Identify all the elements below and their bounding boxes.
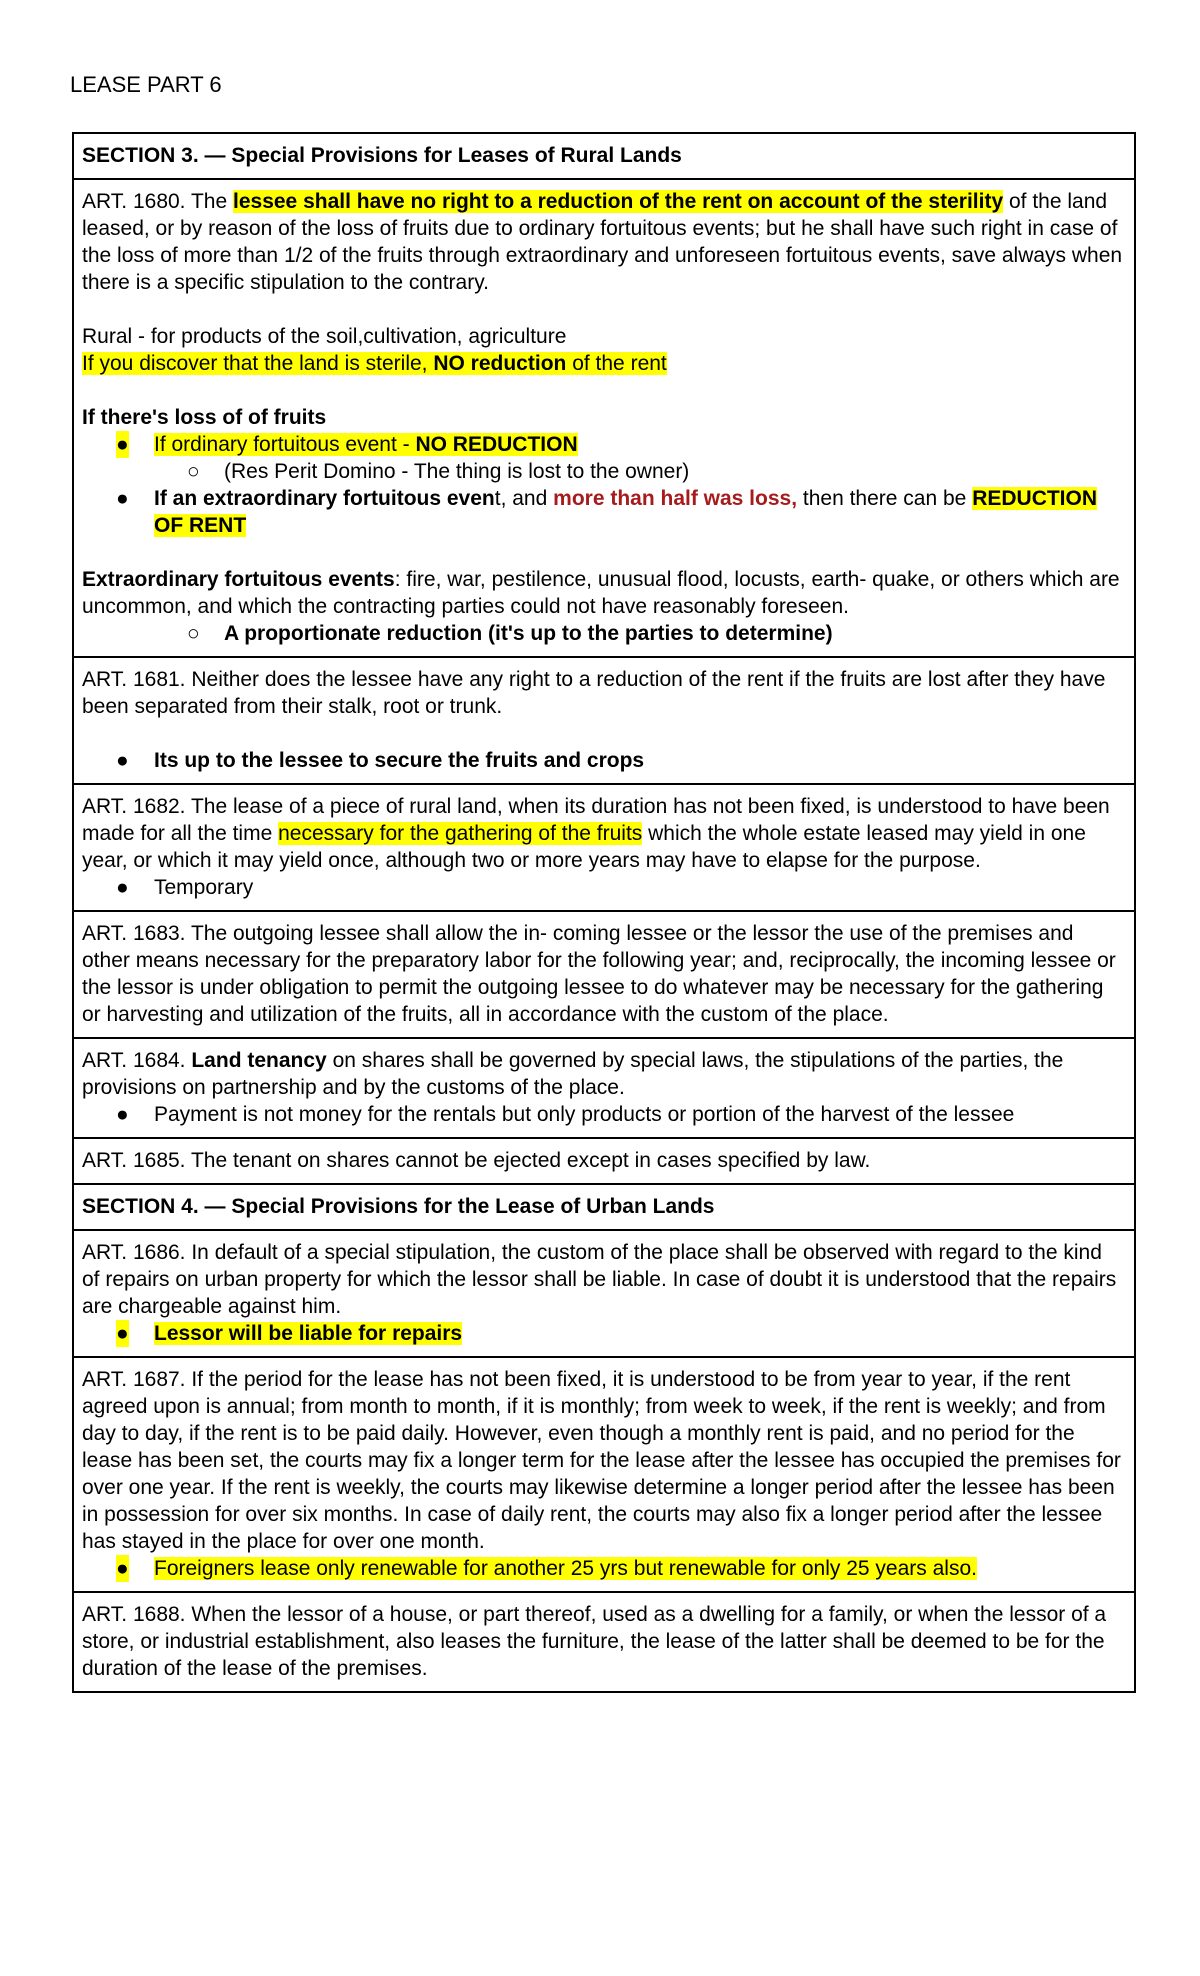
rural-note: Rural - for products of the soil,cultivation, agriculture [82,325,567,348]
table-row-art-1682 [73,784,1135,911]
art-1684-text [82,1047,1124,1101]
art-1685-text: ART. 1685. The tenant on shares cannot be ejected except in cases specified by law. [82,1149,871,1172]
art-1680-highlight: lessee shall have no right to a reduction of the rent on account of the sterility [233,190,1004,213]
art-1688-cell [73,1592,1135,1692]
art-1682-part-3: which the whole estate leased may yield in one year, or which it may yield once, although two or more years may have to elapse for the purpose. [82,822,1086,872]
loss-heading: If there's loss of of fruits [82,406,327,429]
art-1684-part-3: on shares shall be governed by special laws, the stipulations of the parties, the provisions on partnership and by the customs of the place. [82,1049,1064,1099]
list-item [82,1320,1124,1347]
art-1687-note: Foreigners lease only renewable for another 25 yrs but renewable for only 25 years also. [154,1557,977,1580]
table-row-art-1688 [73,1592,1135,1692]
art-1681-list [82,747,1124,774]
art-1684-list [82,1101,1124,1128]
art-1682-list [82,874,1124,901]
loss-list-2 [82,485,1124,539]
extraordinary-d: then there can be [797,487,973,510]
bullet-icon: ● [116,487,129,510]
extraordinary-red: more than half was loss, [553,487,798,510]
table-row-section-4 [73,1184,1135,1230]
extraordinary-events [82,566,1124,620]
loss-list [82,431,1124,458]
table-row-art-1681 [73,657,1135,784]
art-1680-part-3: of the land leased, or by reason of the loss of fruits due to ordinary fortuitous events; but he shall have such right in case of the loss of more than 1/2 of the fruits through extraordinary and unforeseen fortuitous events, save always when there is a specific stipulation to the contrary. [82,190,1123,294]
list-item-proportionate [82,620,1124,647]
art-1686-text: ART. 1686. In default of a special stipulation, the custom of the place shall be observed with regard to the kind of repairs on urban property for which the lessor shall be liable. In case of doubt it is understood that the repairs are chargeable against him. [82,1241,1117,1318]
art-1681-cell [73,657,1135,784]
section-4-heading [73,1184,1135,1230]
list-item [82,874,1124,901]
proportionate-text: A proportionate reduction (it's up to the parties to determine) [224,622,833,645]
art-1685-cell [73,1138,1135,1184]
art-1682-part-1: ART. 1682. The lease of a piece of rural land, when its duration has not been fixed, is understood to have been made for all the time [82,795,1110,845]
table-row-section-3 [73,133,1135,179]
ordinary-event-b: NO REDUCTION [415,433,578,456]
extraordinary-reduction: REDUCTION OF RENT [154,487,1098,537]
res-perit-text: (Res Perit Domino - The thing is lost to the owner) [224,460,690,483]
lease-table [72,132,1136,1693]
list-item-ordinary [82,431,1124,458]
art-1680-text [82,188,1124,296]
table-row-art-1686 [73,1230,1135,1357]
art-1682-highlight: necessary for the gathering of the fruits [278,822,643,845]
loss-sublist [82,458,1124,485]
list-item [82,747,1124,774]
bullet-icon: ● [116,1557,129,1580]
art-1684-cell [73,1038,1135,1138]
art-1680-part-1: ART. 1680. The [82,190,233,213]
art-1681-note: Its up to the lessee to secure the fruits and crops [154,749,645,772]
table-row-art-1684 [73,1038,1135,1138]
art-1686-note: Lessor will be liable for repairs [154,1322,463,1345]
art-1683-cell [73,911,1135,1038]
art-1688-text: ART. 1688. When the lessor of a house, or part thereof, used as a dwelling for a family, or when the lessor of a store, or industrial establishment, also leases the furniture, the lease of the latter shall be deemed to be for the duration of the lease of the premises. [82,1603,1107,1680]
art-1684-part-1: ART. 1684. [82,1049,192,1072]
art-1684-note: Payment is not money for the rentals but only products or portion of the harvest of the lessee [154,1103,1015,1126]
extraordinary-events-text: : fire, war, pestilence, unusual flood, locusts, earth- quake, or others which are uncommon, and which the contracting parties could not have reasonably foreseen. [82,568,1120,618]
list-item [82,1555,1124,1582]
art-1680-cell [73,179,1135,657]
art-1686-cell [73,1230,1135,1357]
hollow-bullet-icon: ○ [187,622,200,645]
art-1687-list [82,1555,1124,1582]
art-1682-cell [73,784,1135,911]
section-3-title: SECTION 3. — Special Provisions for Leases of Rural Lands [82,144,682,167]
art-1681-text: ART. 1681. Neither does the lessee have any right to a reduction of the rent if the fruits are lost after they have been separated from their stalk, root or trunk. [82,668,1106,718]
bullet-icon: ● [116,1322,129,1345]
table-row-art-1685 [73,1138,1135,1184]
table-row-art-1683 [73,911,1135,1038]
art-1687-text: ART. 1687. If the period for the lease has not been fixed, it is understood to be from year to year, if the rent agreed upon is annual; from month to month, if it is monthly; from week to week, if the rent is weekly; and from day to day, if the rent is to be paid daily. However, even though a monthly rent is paid, and no period for the lease has been set, the courts may fix a longer term for the lease after the lessee has occupied the premises for over one year. If the rent is weekly, the courts may likewise determine a longer period after the lessee has been in possession for over six months. In case of daily rent, the courts may also fix a longer period after the lessee has stayed in the place for over one month. [82,1368,1121,1553]
document-title: LEASE PART 6 [70,72,222,97]
section-3-heading [73,133,1135,179]
sterile-note [82,350,1124,377]
bullet-icon: ● [116,1103,129,1126]
ordinary-event-a: If ordinary fortuitous event - [154,433,416,456]
bullet-icon: ● [116,749,129,772]
sterile-note-b: NO reduction [433,352,567,375]
sterile-note-c: of the rent [566,352,667,375]
art-1683-text: ART. 1683. The outgoing lessee shall allow the in- coming lessee or the lessor the use of the premises and other means necessary for the preparatory labor for the following year; and, reciprocally, the incoming lessee or the lessor is under obligation to permit the outgoing lessee to do whatever may be necessary for the gathering or harvesting and utilization of the fruits, all in accordance with the custom of the place. [82,922,1116,1026]
list-item [82,1101,1124,1128]
art-1686-list [82,1320,1124,1347]
art-1682-text [82,793,1124,874]
art-1687-cell [73,1357,1135,1592]
bullet-icon: ● [116,876,129,899]
art-1684-bold: Land tenancy [191,1049,327,1072]
extraordinary-a: If an extraordinary fortuitous even [154,487,495,510]
table-row-art-1680 [73,179,1135,657]
bullet-icon: ● [116,433,129,456]
extraordinary-b: t, and [494,487,554,510]
sterile-note-a: If you discover that the land is sterile, [82,352,434,375]
events-sublist [82,620,1124,647]
hollow-bullet-icon: ○ [187,460,200,483]
table-row-art-1687 [73,1357,1135,1592]
list-item-res-perit [82,458,1124,485]
list-item-extraordinary [82,485,1124,539]
extraordinary-events-label: Extraordinary fortuitous events [82,568,395,591]
art-1682-note: Temporary [154,876,254,899]
section-4-title: SECTION 4. — Special Provisions for the Lease of Urban Lands [82,1195,715,1218]
